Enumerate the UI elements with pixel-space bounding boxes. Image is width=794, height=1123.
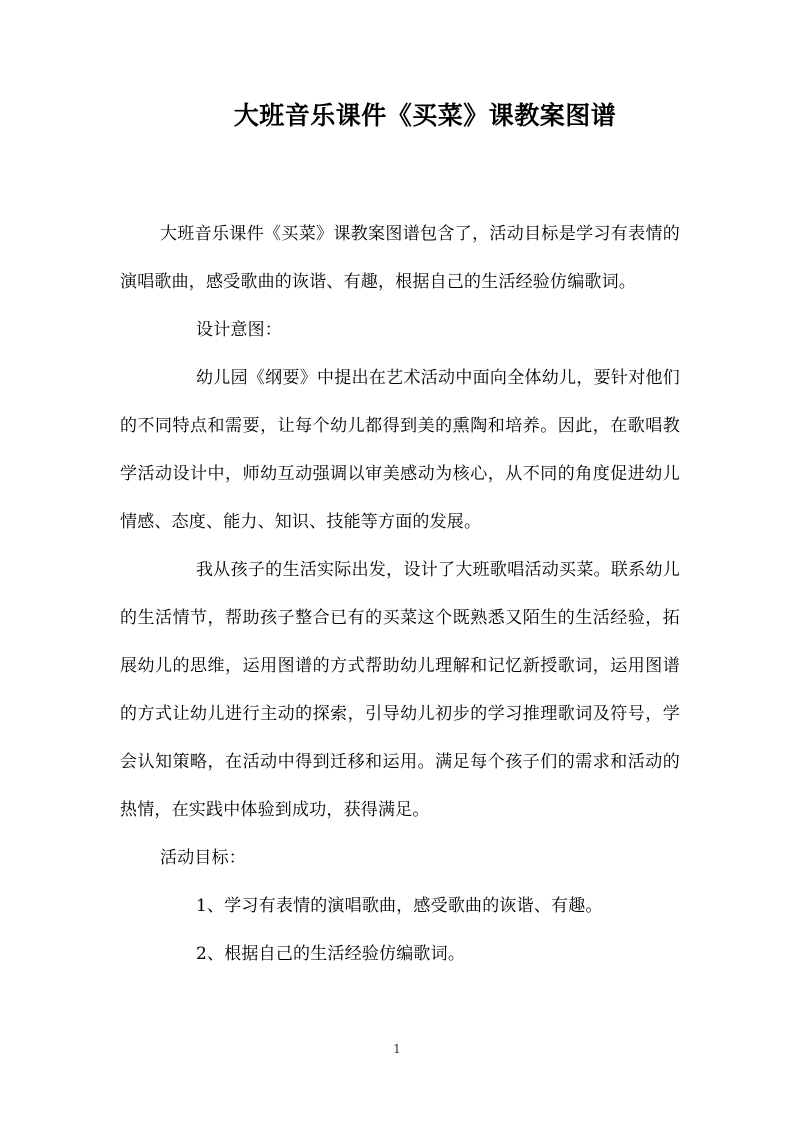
document-body bbox=[120, 210, 680, 978]
page-number: 1 bbox=[393, 1042, 401, 1056]
design-paragraph: 我从孩子的生活实际出发，设计了大班歌唱活动买菜。联系幼儿的生活情节，帮助孩子整合已有的买菜这个既熟悉又陌生的生活经验，拓展幼儿的思维，运用图谱的方式帮助幼儿理解和记忆新授歌词，运用图谱的方式让幼儿进行主动的探索，引导幼儿初步的学习推理歌词及符号，学会认知策略，在活动中得到迁移和运用。满足每个孩子们的需求和活动的热情，在实践中体验到成功，获得满足。 bbox=[120, 560, 680, 820]
document-title: 大班音乐课件《买菜》课教案图谱 bbox=[233, 101, 617, 130]
activity-goals-heading: 活动目标： bbox=[160, 848, 246, 868]
intro-paragraph: 大班音乐课件《买菜》课教案图谱包含了，活动目标是学习有表情的演唱歌曲，感受歌曲的诙谐、有趣，根据自己的生活经验仿编歌词。 bbox=[120, 224, 680, 292]
guideline-paragraph: 幼儿园《纲要》中提出在艺术活动中面向全体幼儿，要针对他们的不同特点和需要，让每个幼儿都得到美的熏陶和培养。因此，在歌唱教学活动设计中，师幼互动强调以审美感动为核心，从不同的角度促进幼儿情感、态度、能力、知识、技能等方面的发展。 bbox=[120, 368, 680, 532]
goal-item-1: 1、学习有表情的演唱歌曲，感受歌曲的诙谐、有趣。 bbox=[196, 896, 603, 916]
goal-item-2: 2、根据自己的生活经验仿编歌词。 bbox=[196, 944, 466, 964]
design-intent-heading: 设计意图： bbox=[196, 320, 282, 340]
